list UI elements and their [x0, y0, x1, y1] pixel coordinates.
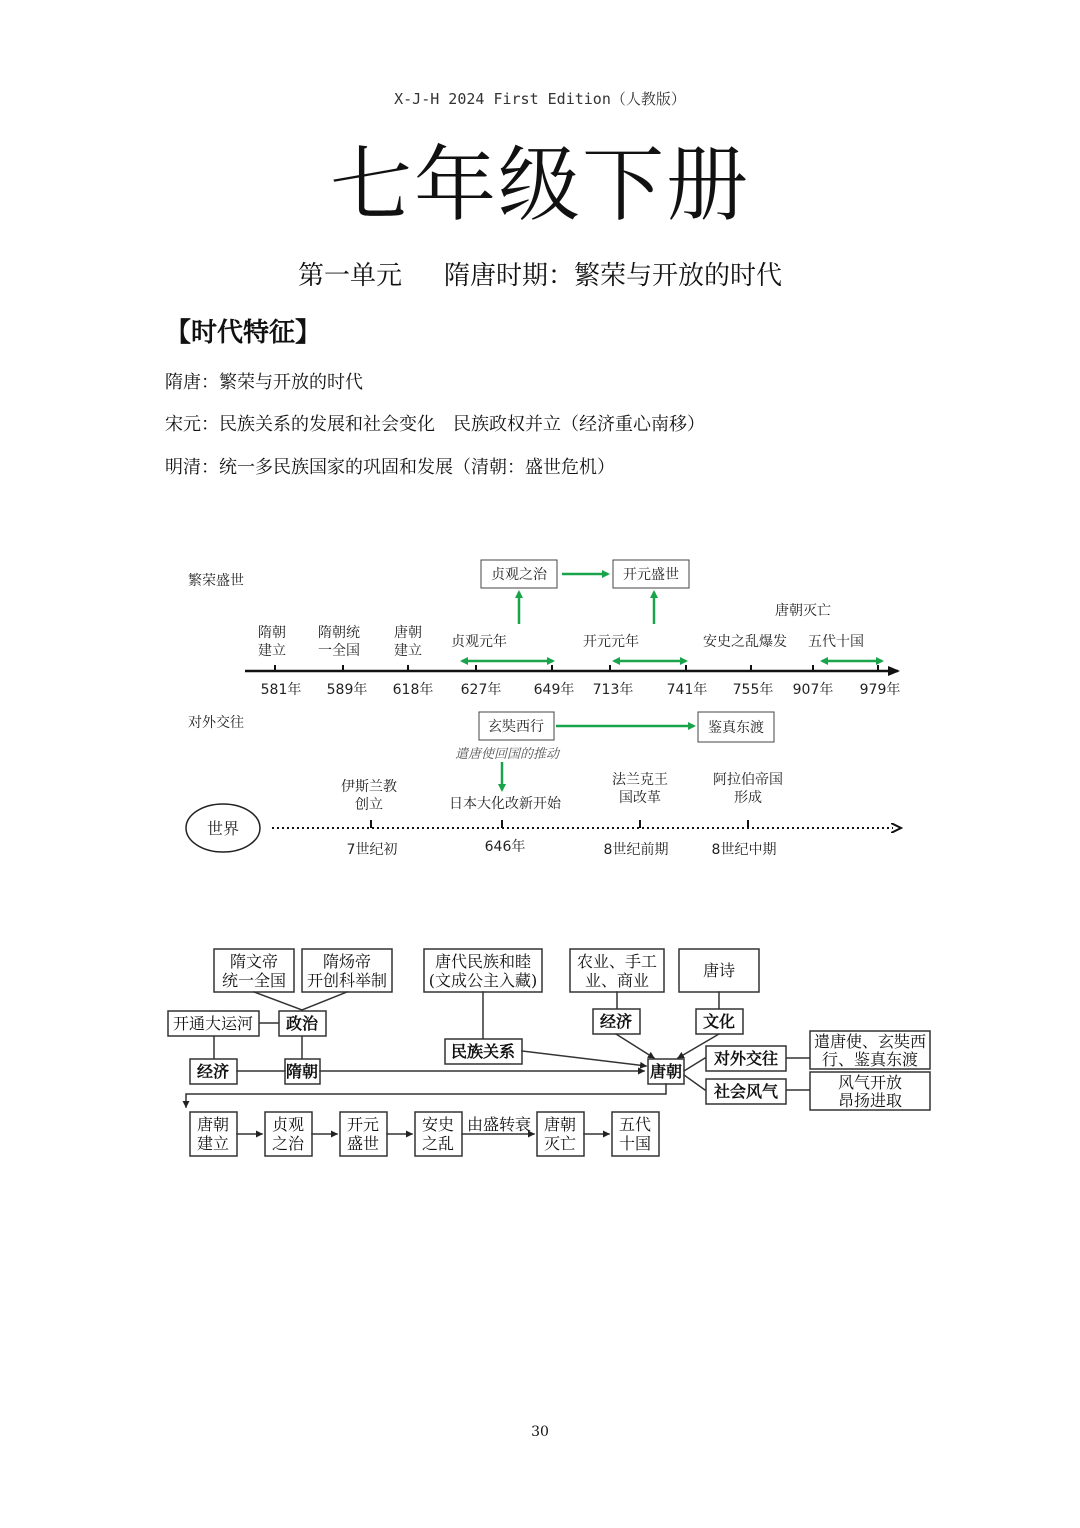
world-date-646: 646年	[484, 839, 526, 855]
box-xuanzang-label: 玄奘西行	[488, 719, 544, 735]
year-907: 907年	[792, 682, 834, 698]
box-economy-sui-label: 经济	[196, 1062, 230, 1081]
event-sui-founded-l2: 建立	[258, 643, 286, 659]
year-589: 589年	[326, 682, 368, 698]
timeline-diagram	[0, 540, 1080, 870]
box-sui-yangdi-l1: 隋炀帝	[322, 952, 372, 971]
feature-line-ming-qing: 明清：统一多民族国家的巩固和发展（清朝：盛世危机）	[165, 457, 615, 478]
chain-3-l2: 盛世	[346, 1134, 380, 1153]
feature-line-sui-tang: 隋唐：繁荣与开放的时代	[165, 372, 363, 393]
box-tang-ethnic-l1: 唐代民族和睦	[434, 952, 532, 971]
world-arab-l1: 阿拉伯帝国	[713, 772, 783, 788]
chain-2-l2: 之治	[271, 1134, 305, 1153]
box-envoys-l1: 遣唐使、玄奘西	[813, 1032, 927, 1051]
event-wudai: 五代十国	[808, 634, 864, 650]
feature-line-song-yuan: 宋元：民族关系的发展和社会变化 民族政权并立（经济重心南移）	[165, 414, 705, 435]
event-kaiyuan-first: 开元元年	[583, 634, 639, 650]
chain-6-l2: 十国	[618, 1134, 652, 1153]
box-tang-label: 唐朝	[649, 1062, 683, 1081]
event-sui-unify-l2: 一全国	[318, 643, 360, 659]
box-economy-tang-label: 经济	[599, 1012, 633, 1031]
world-date-8c-mid: 8世纪中期	[711, 842, 777, 858]
label-prosperity: 繁荣盛世	[188, 573, 244, 589]
box-jianzhen-label: 鉴真东渡	[708, 720, 764, 736]
box-politics-label: 政治	[285, 1014, 319, 1033]
unit-heading	[0, 255, 1080, 292]
world-islam-l1: 伊斯兰教	[341, 779, 397, 795]
chain-decline-label: 由盛转衰	[466, 1115, 532, 1134]
world-date-8c-early: 8世纪前期	[603, 842, 669, 858]
event-sui-founded-l1: 隋朝	[258, 625, 286, 641]
year-741: 741年	[666, 682, 708, 698]
flow-diagram	[0, 940, 1080, 1170]
chain-4-l2: 之乱	[421, 1134, 455, 1153]
box-agriculture-l2: 业、商业	[584, 971, 650, 990]
box-envoys-l2: 行、鉴真东渡	[821, 1050, 919, 1069]
chain-2-l1: 贞观	[271, 1115, 305, 1134]
page-header: X-J-H 2024 First Edition（人教版）	[394, 90, 686, 108]
box-ethnic-relations-label: 民族关系	[450, 1042, 516, 1061]
chain-6-l1: 五代	[618, 1115, 652, 1134]
box-social-label: 社会风气	[713, 1082, 779, 1101]
chain-4-l1: 安史	[421, 1115, 455, 1134]
world-islam-l2: 创立	[355, 797, 383, 813]
box-sui-yangdi-l2: 开创科举制	[306, 971, 388, 990]
world-taika: 日本大化改新开始	[449, 796, 561, 812]
chain-1-l2: 建立	[196, 1134, 230, 1153]
chain-3-l1: 开元	[346, 1115, 380, 1134]
box-tang-ethnic-l2: (文成公主入藏)	[428, 971, 538, 990]
world-frank-l2: 国改革	[619, 790, 661, 806]
event-anshi: 安史之乱爆发	[703, 634, 787, 650]
box-sui-label: 隋朝	[285, 1062, 319, 1081]
section-title: 【时代特征】	[165, 318, 322, 348]
box-sui-wendi-l2: 统一全国	[221, 971, 287, 990]
world-label: 世界	[206, 819, 240, 838]
world-frank-l1: 法兰克王	[612, 772, 668, 788]
page-number: 30	[531, 1424, 549, 1440]
year-581: 581年	[260, 682, 302, 698]
box-open-spirit-l2: 昂扬进取	[837, 1091, 903, 1110]
unit-number: 第一单元	[297, 261, 402, 291]
chain-1-l1: 唐朝	[196, 1115, 230, 1134]
year-627: 627年	[460, 682, 502, 698]
label-foreign-exchange: 对外交往	[188, 715, 244, 731]
box-agriculture-l1: 农业、手工	[576, 952, 658, 971]
event-sui-unify-l1: 隋朝统	[318, 625, 360, 641]
box-sui-wendi-l1: 隋文帝	[229, 952, 279, 971]
box-culture-label: 文化	[702, 1012, 736, 1031]
event-tang-founded-l1: 唐朝	[394, 625, 422, 641]
page-title: 七年级下册	[329, 138, 750, 233]
box-tang-poetry-label: 唐诗	[702, 961, 736, 980]
box-canal-label: 开通大运河	[172, 1014, 254, 1033]
unit-name: 隋唐时期：繁荣与开放的时代	[444, 261, 783, 291]
world-date-7c: 7世纪初	[346, 842, 398, 858]
year-649: 649年	[533, 682, 575, 698]
event-zhenguan-first: 贞观元年	[451, 634, 507, 650]
world-ticks	[371, 820, 748, 828]
year-618: 618年	[392, 682, 434, 698]
event-tang-founded-l2: 建立	[394, 643, 422, 659]
chain-5-l2: 灭亡	[543, 1134, 577, 1153]
world-arab-l2: 形成	[734, 790, 762, 806]
box-open-spirit-l1: 风气开放	[837, 1073, 903, 1092]
year-713: 713年	[592, 682, 634, 698]
box-zhenguan-label: 贞观之治	[491, 567, 547, 583]
year-979: 979年	[859, 682, 901, 698]
note-envoy-push: 遣唐使回国的推动	[455, 747, 560, 762]
box-foreign-label: 对外交往	[713, 1049, 779, 1068]
box-kaiyuan-label: 开元盛世	[623, 567, 679, 583]
chain-5-l1: 唐朝	[543, 1115, 577, 1134]
year-755: 755年	[732, 682, 774, 698]
label-tang-fall: 唐朝灭亡	[775, 603, 831, 619]
